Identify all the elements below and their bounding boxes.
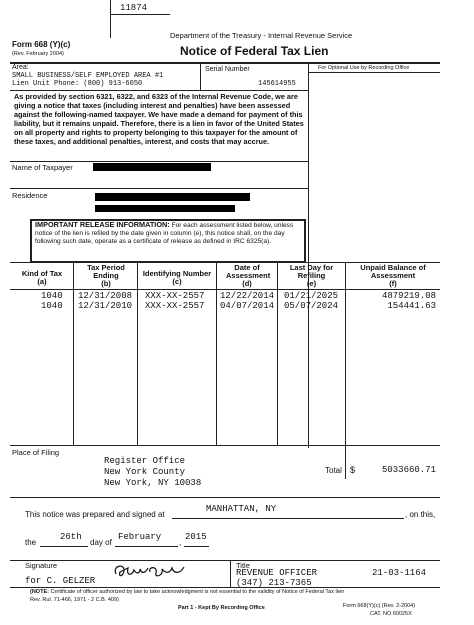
total-label: Total [325,466,342,475]
signed-at-suffix: , on this, [405,510,436,519]
cell-period: 12/31/2010 [78,301,133,311]
signed-at-prefix: This notice was prepared and signed at [25,510,165,519]
header-last-day-refiling: Last Day for Refiling (e) [289,263,334,288]
residence-label: Residence [12,191,48,200]
residence-redaction [95,193,250,201]
filing-line-3: New York, NY 10038 [104,478,202,488]
place-of-filing-label: Place of Filing [12,448,60,457]
area-value: SMALL BUSINESS/SELF EMPLOYED AREA #1 [12,72,164,80]
header-bottom-rule [10,289,440,290]
footer-note [30,589,440,595]
officer-phone: (347) 213-7365 [236,578,312,588]
divider [110,0,111,38]
signature-label: Signature [25,561,58,570]
divider [110,14,170,15]
cell-id: XXX-XX-2557 [145,301,205,311]
release-heading: IMPORTANT RELEASE INFORMATION: [35,220,170,229]
signed-comma: , [179,538,182,547]
handwritten-signature [110,560,190,582]
signature-bottom-rule [10,587,440,588]
cell-id: XXX-XX-2557 [145,291,205,301]
filing-line-1: Register Office [104,456,186,466]
divider [10,161,308,162]
header-kind-of-tax: Kind of Tax (a) [21,269,63,286]
signed-for: for C. GELZER [25,576,96,586]
filing-line-2: New York County [104,467,186,477]
signature-top-rule [10,560,440,561]
header-unpaid-balance: Unpaid Balance of Assessment (f) [360,263,426,288]
signed-day-of: day of [90,538,112,547]
title-label: Title [236,561,250,570]
department-label: Department of the Treasury - Internal Revenue Service [170,31,353,40]
divider [308,72,440,73]
footer-part: Part 1 - Kept By Recording Office [178,605,265,611]
divider [10,90,308,91]
release-info [35,221,300,246]
header-date-of-assessment: Date of Assessment (d) [226,263,271,288]
cell-assessed: 04/07/2014 [220,301,275,311]
header-identifying-number: Identifying Number (c) [142,269,212,286]
cell-assessed: 12/22/2014 [220,291,275,301]
cell-balance: 154441.63 [387,301,436,311]
title-value: REVENUE OFFICER [236,568,318,578]
taxpayer-label: Name of Taxpayer [12,163,73,172]
month-line [115,546,178,547]
cell-kind: 1040 [41,301,63,311]
form-number-top: 11874 [120,3,148,13]
lien-unit-phone: Lien Unit Phone: (800) 913-6050 [12,80,143,88]
cell-refile: 05/07/2024 [284,301,339,311]
footer-cat-no: CAT. NO 60025X [370,611,412,617]
cell-kind: 1040 [41,291,63,301]
day-line [40,546,88,547]
serial-number: 145614955 [258,80,296,88]
divider [308,62,309,448]
form-revision: (Rev. February 2004) [12,51,64,57]
page-title: Notice of Federal Tax Lien [180,44,329,58]
signed-day: 26th [60,532,82,542]
header-rule [10,62,440,64]
taxpayer-name-redaction [93,163,211,171]
release-text: For each assessment listed below, unless notice of the lien is refiled by the date given in column (e), this notice shall, on the day following such date, operate as a certificate of release as defined in IRC 6325(a). [35,222,294,245]
signed-year: 2015 [185,532,207,542]
recording-office-label: For Optional Use by Recording Office [318,65,410,71]
officer-id-code: 21-03-1164 [372,568,427,578]
cell-refile: 01/21/2025 [284,291,339,301]
footer-form-ref: Form 668(Y)(c) (Rev. 2-2004) [343,603,416,609]
signed-place-line [172,518,404,519]
footer-note-bold: (NOTE: [30,589,49,595]
filing-bottom-rule [10,497,440,498]
footer-rev-rul: Rev. Rul. 71-466, 1971 - 2 C.B. 409) [30,597,119,603]
residence-redaction [95,205,235,212]
signed-the: the [25,538,37,547]
cell-period: 12/31/2008 [78,291,133,301]
form-id: Form 668 (Y)(c) [12,40,71,49]
divider [10,188,308,189]
divider [200,62,201,90]
serial-label: Serial Number [205,66,250,73]
currency-symbol: $ [350,465,356,475]
lien-statement: As provided by section 6321, 6322, and 6323 of the Internal Revenue Code, we are giving a notice that taxes (including interest and penalties) have been assessed against the following-named taxpayer. We have made a demand for payment of this liability, but it remains unpaid. Therefore, there is a lien in favor of the United States on all property and rights to property belonging to this taxpayer for the amount of these taxes, and additional penalties, interest, and costs that may accrue. [14,92,304,146]
area-label: Area: [12,64,29,71]
signed-month: February [118,532,162,542]
divider [230,560,231,587]
year-line [184,546,209,547]
table-bottom-rule [10,445,440,446]
cell-balance: 4879219.08 [381,291,436,301]
total-amount: 5033660.71 [381,465,436,475]
footer-note-text: Certificate of officer authorized by law to take acknowledgment is not essential to the validity of Notice of Federal Tax lien [50,589,345,595]
header-tax-period: Tax Period Ending (b) [87,263,125,288]
signed-place: MANHATTAN, NY [206,504,277,514]
